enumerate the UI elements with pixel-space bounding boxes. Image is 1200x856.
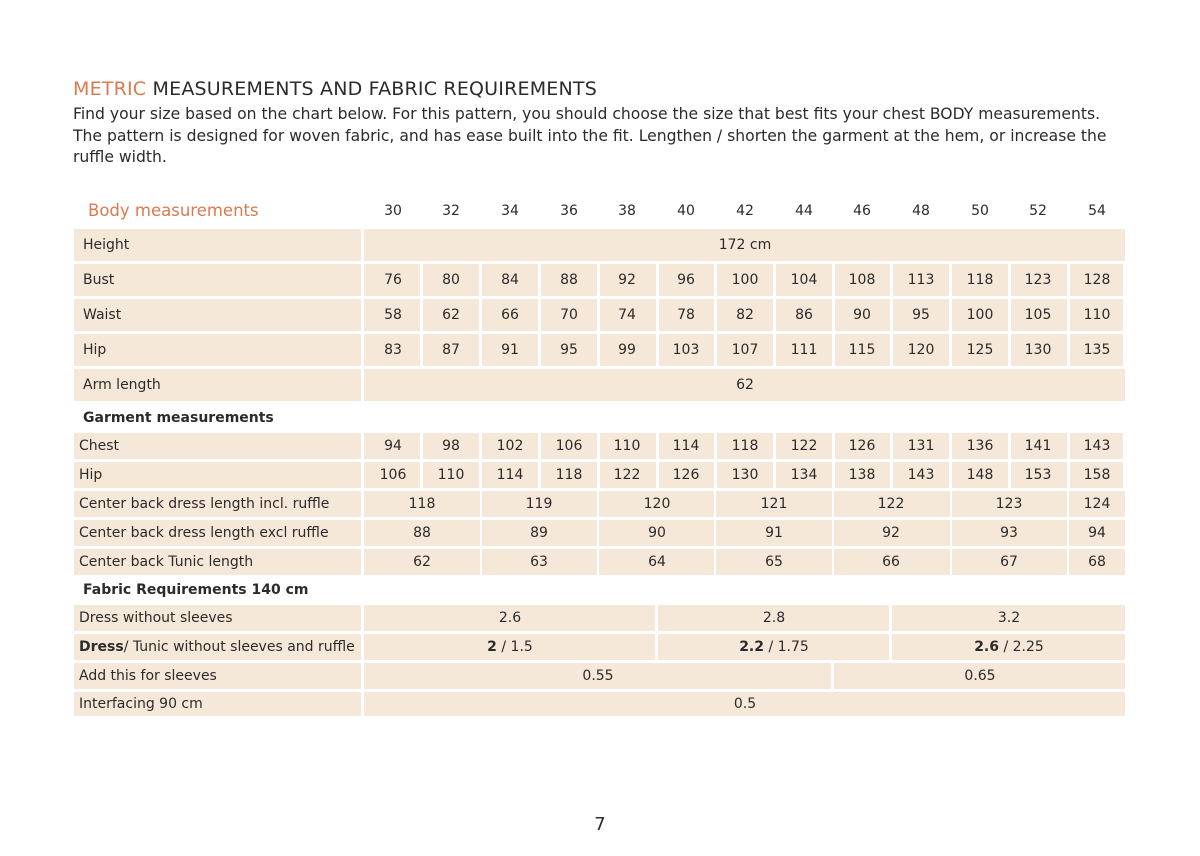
chest-value: 106 xyxy=(555,438,583,454)
waist-value: 82 xyxy=(736,307,754,323)
intro-paragraph: Find your size based on the chart below. For this pattern, you should choose the size that best fits your chest BODY measurements. The pattern is designed for woven fabric, and has ease built into the fit. Lengthen / shorten the garment at the hem, or increase the ruffle width. xyxy=(73,105,1107,166)
arm-length-label: Arm length xyxy=(83,377,161,393)
garment-hip-value: 122 xyxy=(613,467,641,483)
cb-tunic-length-value: 64 xyxy=(648,554,666,570)
garment-hip-value: 153 xyxy=(1024,467,1052,483)
waist-value: 62 xyxy=(442,307,460,323)
add-for-sleeves-value: 0.55 xyxy=(582,668,614,684)
size-header: 46 xyxy=(853,203,871,219)
cb-tunic-length-value: 65 xyxy=(765,554,783,570)
body-hip-label: Hip xyxy=(83,342,107,358)
size-header: 36 xyxy=(560,203,578,219)
garment-hip-value: 110 xyxy=(437,467,465,483)
body-hip-value: 99 xyxy=(618,342,636,358)
chest-value: 126 xyxy=(848,438,876,454)
dress-tunic-value-rest: / 1.75 xyxy=(764,639,809,655)
waist-value: 90 xyxy=(853,307,871,323)
waist-value: 95 xyxy=(912,307,930,323)
waist-value: 78 xyxy=(677,307,695,323)
size-header: 38 xyxy=(618,203,636,219)
garment-hip-value: 138 xyxy=(848,467,876,483)
body-hip-value: 107 xyxy=(731,342,759,358)
dress-tunic-value-bold: 2 xyxy=(487,639,497,655)
bust-value: 108 xyxy=(848,272,876,288)
cb-tunic-length-value: 68 xyxy=(1088,554,1106,570)
add-for-sleeves-label: Add this for sleeves xyxy=(79,668,217,684)
dress-tunic-value-bold: 2.6 xyxy=(974,639,1000,655)
size-header: 32 xyxy=(442,203,460,219)
page-number: 7 xyxy=(594,814,606,835)
bust-value: 84 xyxy=(501,272,519,288)
garment-hip-value: 158 xyxy=(1083,467,1111,483)
size-header: 44 xyxy=(795,203,813,219)
dress-tunic-value xyxy=(974,639,1044,655)
title-rest: MEASUREMENTS AND FABRIC REQUIREMENTS xyxy=(146,78,597,100)
chest-value: 110 xyxy=(613,438,641,454)
bust-value: 76 xyxy=(384,272,402,288)
chest-value: 98 xyxy=(442,438,460,454)
dress-tunic-value-rest: / 1.5 xyxy=(496,639,533,655)
bust-value: 80 xyxy=(442,272,460,288)
size-header: 52 xyxy=(1029,203,1047,219)
chest-value: 131 xyxy=(907,438,935,454)
cb-tunic-length-label: Center back Tunic length xyxy=(79,554,254,570)
fabric-requirements-heading: Fabric Requirements 140 cm xyxy=(83,582,309,598)
cb-length-incl-ruffle-label: Center back dress length incl. ruffle xyxy=(79,496,330,512)
garment-hip-value: 148 xyxy=(966,467,994,483)
row-label-cell xyxy=(74,462,361,488)
chest-value: 114 xyxy=(672,438,700,454)
garment-hip-value: 143 xyxy=(907,467,935,483)
size-header: 40 xyxy=(677,203,695,219)
cb-length-excl-ruffle-label: Center back dress length excl ruffle xyxy=(79,525,329,541)
body-hip-value: 103 xyxy=(672,342,700,358)
cb-length-incl-ruffle-value: 123 xyxy=(995,496,1023,512)
title-accent: METRIC xyxy=(73,78,147,100)
cb-length-excl-ruffle-value: 92 xyxy=(882,525,900,541)
row-label-cell xyxy=(74,264,361,296)
chest-value: 102 xyxy=(496,438,524,454)
garment-measurements-heading: Garment measurements xyxy=(83,410,274,426)
dress-tunic-label-rest: / Tunic without sleeves and ruffle xyxy=(123,639,355,655)
waist-value: 100 xyxy=(966,307,994,323)
size-header: 50 xyxy=(971,203,989,219)
size-header: 30 xyxy=(384,203,402,219)
interfacing-label: Interfacing 90 cm xyxy=(79,696,203,712)
dress-tunic-label xyxy=(79,639,355,655)
cb-length-incl-ruffle-value: 119 xyxy=(525,496,553,512)
chest-value: 141 xyxy=(1024,438,1052,454)
cb-length-incl-ruffle-value: 120 xyxy=(643,496,671,512)
cb-length-incl-ruffle-value: 122 xyxy=(877,496,905,512)
garment-hip-value: 114 xyxy=(496,467,524,483)
waist-value: 110 xyxy=(1083,307,1111,323)
chest-label: Chest xyxy=(79,438,120,454)
body-hip-value: 83 xyxy=(384,342,402,358)
bust-value: 88 xyxy=(560,272,578,288)
cb-length-excl-ruffle-value: 91 xyxy=(765,525,783,541)
waist-value: 74 xyxy=(618,307,636,323)
body-hip-value: 91 xyxy=(501,342,519,358)
cb-tunic-length-value: 67 xyxy=(1000,554,1018,570)
chest-value: 94 xyxy=(384,438,402,454)
dress-tunic-value xyxy=(739,639,809,655)
bust-value: 96 xyxy=(677,272,695,288)
garment-hip-value: 130 xyxy=(731,467,759,483)
size-header: 42 xyxy=(736,203,754,219)
bust-value: 100 xyxy=(731,272,759,288)
dress-without-sleeves-value: 2.8 xyxy=(762,610,786,626)
dress-without-sleeves-value: 3.2 xyxy=(997,610,1021,626)
cb-tunic-length-value: 62 xyxy=(413,554,431,570)
chest-value: 122 xyxy=(790,438,818,454)
dress-without-sleeves-value: 2.6 xyxy=(498,610,522,626)
dress-tunic-label-bold: Dress xyxy=(79,639,124,655)
bust-value: 123 xyxy=(1024,272,1052,288)
body-hip-value: 111 xyxy=(790,342,818,358)
interfacing-value: 0.5 xyxy=(733,696,757,712)
chest-value: 118 xyxy=(731,438,759,454)
garment-hip-value: 126 xyxy=(672,467,700,483)
size-header: 54 xyxy=(1088,203,1106,219)
bust-value: 92 xyxy=(618,272,636,288)
cb-tunic-length-value: 66 xyxy=(882,554,900,570)
dress-tunic-value-bold: 2.2 xyxy=(739,639,765,655)
body-hip-value: 130 xyxy=(1024,342,1052,358)
waist-value: 58 xyxy=(384,307,402,323)
add-for-sleeves-value: 0.65 xyxy=(964,668,996,684)
chest-value: 136 xyxy=(966,438,994,454)
bust-value: 104 xyxy=(790,272,818,288)
height-label: Height xyxy=(83,237,130,253)
cb-length-excl-ruffle-value: 94 xyxy=(1088,525,1106,541)
chest-value: 143 xyxy=(1083,438,1111,454)
garment-hip-value: 134 xyxy=(790,467,818,483)
page-title xyxy=(73,78,597,100)
cb-length-excl-ruffle-value: 90 xyxy=(648,525,666,541)
waist-value: 70 xyxy=(560,307,578,323)
size-header: 34 xyxy=(501,203,519,219)
cb-length-excl-ruffle-value: 89 xyxy=(530,525,548,541)
body-hip-value: 95 xyxy=(560,342,578,358)
body-hip-value: 115 xyxy=(848,342,876,358)
body-measurements-heading: Body measurements xyxy=(88,201,259,220)
waist-value: 86 xyxy=(795,307,813,323)
waist-value: 66 xyxy=(501,307,519,323)
bust-value: 113 xyxy=(907,272,935,288)
cb-length-incl-ruffle-value: 118 xyxy=(408,496,436,512)
dress-tunic-value-rest: / 2.25 xyxy=(999,639,1044,655)
body-hip-value: 125 xyxy=(966,342,994,358)
cb-length-incl-ruffle-value: 121 xyxy=(760,496,788,512)
waist-value: 105 xyxy=(1024,307,1052,323)
row-label-cell xyxy=(74,334,361,366)
cb-tunic-length-value: 63 xyxy=(530,554,548,570)
cb-length-excl-ruffle-value: 93 xyxy=(1000,525,1018,541)
bust-label: Bust xyxy=(83,272,115,288)
body-hip-value: 87 xyxy=(442,342,460,358)
waist-label: Waist xyxy=(83,307,122,323)
bust-value: 118 xyxy=(966,272,994,288)
bust-value: 128 xyxy=(1083,272,1111,288)
size-header: 48 xyxy=(912,203,930,219)
body-hip-value: 135 xyxy=(1083,342,1111,358)
dress-without-sleeves-label: Dress without sleeves xyxy=(79,610,233,626)
arm-length-value: 62 xyxy=(736,377,754,393)
body-hip-value: 120 xyxy=(907,342,935,358)
cb-length-incl-ruffle-value: 124 xyxy=(1083,496,1111,512)
garment-hip-label: Hip xyxy=(79,467,103,483)
garment-hip-value: 118 xyxy=(555,467,583,483)
cb-length-excl-ruffle-value: 88 xyxy=(413,525,431,541)
garment-hip-value: 106 xyxy=(379,467,407,483)
dress-tunic-value xyxy=(487,639,533,655)
height-value: 172 cm xyxy=(718,237,772,253)
